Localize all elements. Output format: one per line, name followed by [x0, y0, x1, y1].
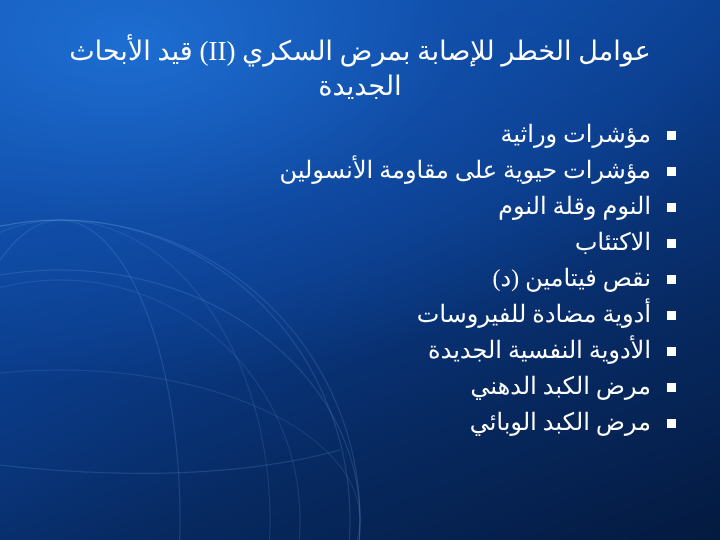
list-item — [26, 189, 694, 225]
bullet-list — [26, 117, 694, 441]
square-bullet-icon — [667, 275, 676, 284]
list-item — [26, 261, 694, 297]
square-bullet-icon — [667, 347, 676, 356]
list-item-label: أدوية مضادة للفيروسات — [416, 302, 651, 329]
list-item-label: النوم وقلة النوم — [498, 194, 651, 221]
slide-title: عوامل الخطر للإصابة بمرض السكري (II) قيد الأبحاث الجديدة — [69, 36, 651, 101]
list-item — [26, 225, 694, 261]
list-item-label: مرض الكبد الدهني — [470, 374, 651, 401]
list-item — [26, 117, 694, 153]
list-item-label: مؤشرات حيوية على مقاومة الأنسولين — [279, 158, 651, 185]
square-bullet-icon — [667, 167, 676, 176]
list-item — [26, 153, 694, 189]
square-bullet-icon — [667, 239, 676, 248]
list-item — [26, 297, 694, 333]
square-bullet-icon — [667, 131, 676, 140]
list-item — [26, 369, 694, 405]
list-item — [26, 333, 694, 369]
list-item — [26, 405, 694, 441]
list-item-label: نقص فيتامين (د) — [492, 266, 651, 293]
square-bullet-icon — [667, 311, 676, 320]
list-item-label: الاكتئاب — [574, 230, 651, 257]
list-item-label: مؤشرات وراثية — [500, 122, 651, 149]
square-bullet-icon — [667, 203, 676, 212]
square-bullet-icon — [667, 419, 676, 428]
list-item-label: مرض الكبد الوبائي — [469, 410, 651, 437]
square-bullet-icon — [667, 383, 676, 392]
list-item-label: الأدوية النفسية الجديدة — [428, 338, 651, 365]
